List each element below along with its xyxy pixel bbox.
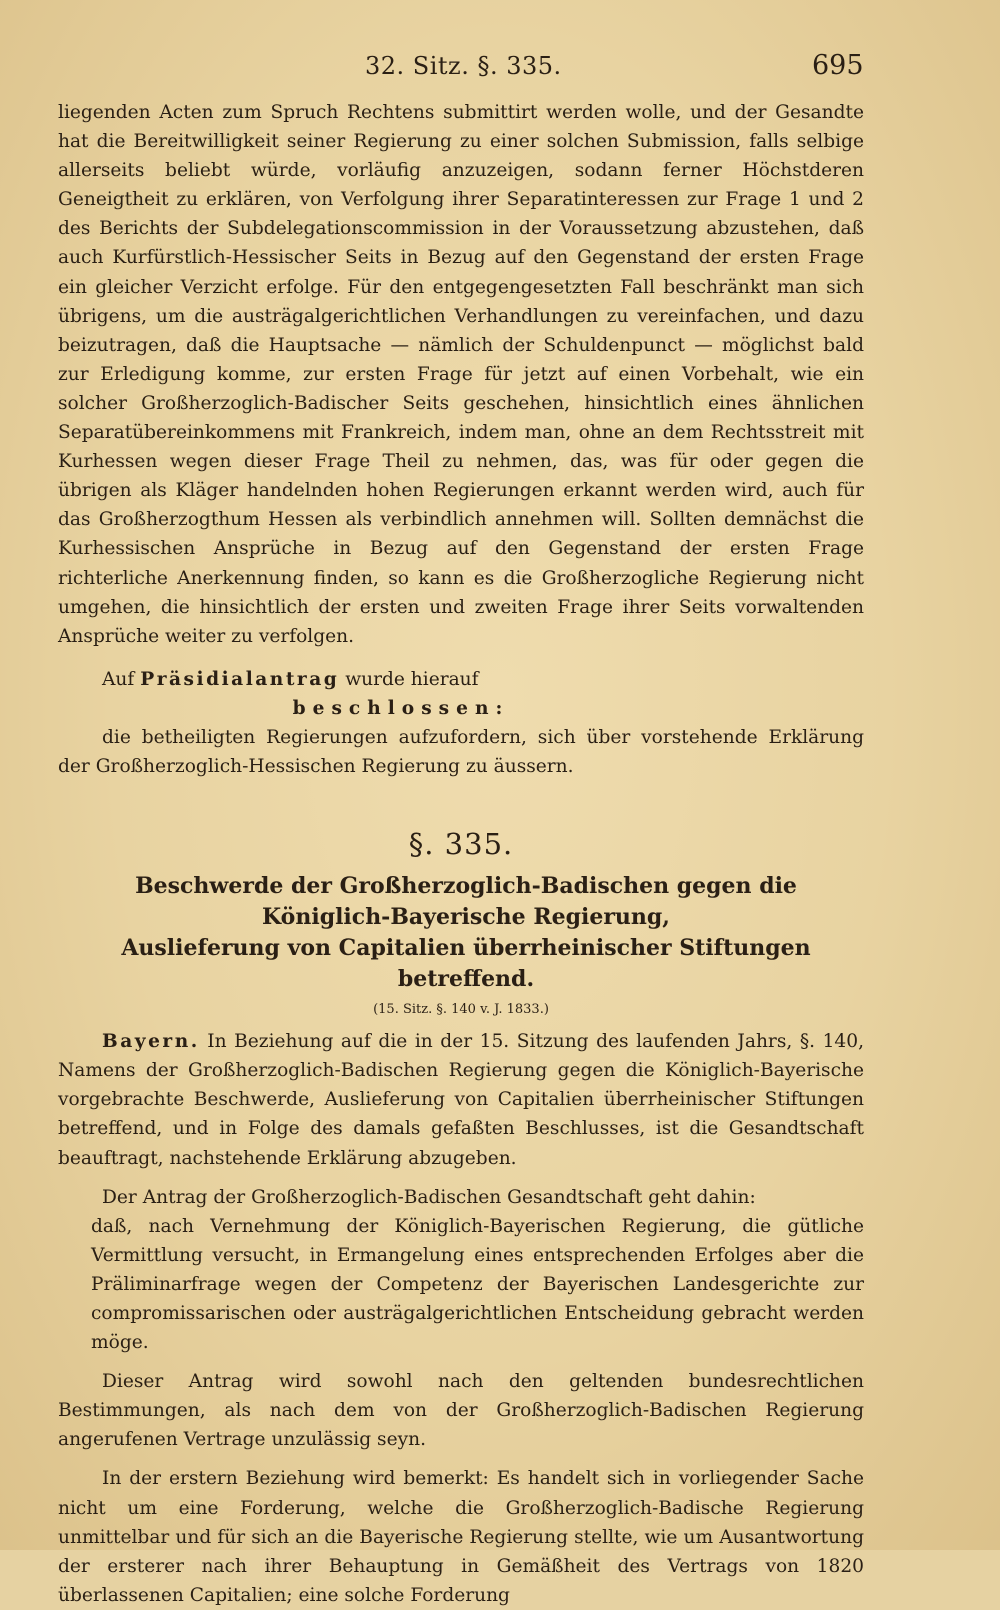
- state-name: Bayern.: [102, 1031, 200, 1053]
- page-body: [58, 98, 864, 1610]
- motion-prefix: Auf: [102, 668, 135, 690]
- section-reference: (15. Sitz. §. 140 v. J. 1833.): [373, 1002, 549, 1018]
- motion-line: [58, 665, 864, 694]
- paragraph-bayern-text: In Beziehung auf die in der 15. Sitzung des laufenden Jahrs, §. 140, Namens der Großherzoglich-Badischen Regierung gegen die Königlich-Bayerische vorgebrachte Beschwerde, Auslieferung von Capitalien überrheinischer Stiftungen betreffend, und in Folge des damals gefaßten Beschlusses, ist die Gesandtschaft beauftragt, nachstehende Erklärung abzugeben.: [58, 1031, 864, 1169]
- paragraph-bayern: [58, 1027, 864, 1172]
- page-number: 695: [812, 50, 864, 81]
- resolved-heading: beschlossen:: [292, 697, 510, 719]
- section-title-line1: Beschwerde der Großherzoglich-Badischen gegen die Königlich-Bayerische Regierung,: [135, 873, 797, 931]
- resolution-paragraph: die betheiligten Regierungen aufzufordern, sich über vorstehende Erklärung der Großherzoglich-Hessischen Regierung zu äussern.: [58, 726, 864, 778]
- paragraph-erstern: In der erstern Beziehung wird bemerkt: Es handelt sich in vorliegender Sache nicht um eine Forderung, welche die Großherzoglich-Badische Regierung unmittelbar und für sich an die Bayerische Regierung stellte, wie um Ausantwortung der ersterer nach ihrer Behauptung in Gemäßheit des Vertrags von 1820 überlassenen Capitalien; eine solche Forderung: [58, 1468, 864, 1606]
- motion-suffix: wurde hierauf: [345, 668, 479, 690]
- paragraph-antrag-intro: Der Antrag der Großherzoglich-Badischen Gesandtschaft geht dahin:: [102, 1186, 756, 1208]
- page-header: [0, 50, 1000, 90]
- paragraph-unzulaessig: Dieser Antrag wird sowohl nach den geltenden bundesrechtlichen Bestimmungen, als nach dem von der Großherzoglich-Badischen Regierung angerufenen Vertrage unzulässig seyn.: [58, 1371, 864, 1451]
- paragraph-continuation: liegenden Acten zum Spruch Rechtens submittirt werden wolle, und der Gesandte hat die Bereitwilligkeit seiner Regierung zu einer solchen Submission, falls selbige allerseits beliebt würde, vorläufig anzuzeigen, sodann ferner Höchstderen Geneigtheit zu erklären, von Verfolgung ihrer Separatinteressen zur Frage 1 und 2 des Berichts der Subdelegationscommission in der Voraussetzung abzustehen, daß auch Kurfürstlich-Hessischer Seits in Bezug auf den Gegenstand der ersten Frage ein gleicher Verzicht erfolge. Für den entgegengesetzten Fall beschränkt man sich übrigens, um die austrägalgerichtlichen Verhandlungen zu vereinfachen, und dazu beizutragen, daß die Hauptsache — nämlich der Schuldenpunct — möglichst bald zur Erledigung komme, zur ersten Frage für jetzt auf einen Vorbehalt, wie ein solcher Großherzoglich-Badischer Seits geschehen, hinsichtlich eines ähnlichen Separatübereinkommens mit Frankreich, indem man, ohne an dem Rechtsstreit mit Kurhessen wegen dieser Frage Theil zu nehmen, das, was für oder gegen die übrigen als Kläger handelnden hohen Regierungen erkannt werden wird, auch für das Großherzogthum Hessen als verbindlich annehmen will. Sollten demnächst die Kurhessischen Ansprüche in Bezug auf den Gegenstand der ersten Frage richterliche Anerkennung finden, so kann es die Großherzogliche Regierung nicht umgehen, die hinsichtlich der ersten und zweiten Frage ihrer Seits vorwaltenden Ansprüche weiter zu verfolgen.: [58, 102, 864, 647]
- paragraph-antrag-body: daß, nach Vernehmung der Königlich-Bayerischen Regierung, die gütliche Vermittlung versucht, in Ermangelung eines entsprechenden Erfolges aber die Präliminarfrage wegen der Competenz der Bayerischen Landesgerichte zur compromissarischen oder austrägalgerichtlichen Entscheidung gebracht werden möge.: [91, 1215, 864, 1354]
- motion-spaced: Präsidialantrag: [140, 668, 340, 690]
- section-number: §. 335.: [408, 827, 514, 862]
- section-title-line2: Auslieferung von Capitalien überrheinischer Stiftungen betreffend.: [121, 935, 811, 993]
- running-head: 32. Sitz. §. 335.: [365, 52, 562, 80]
